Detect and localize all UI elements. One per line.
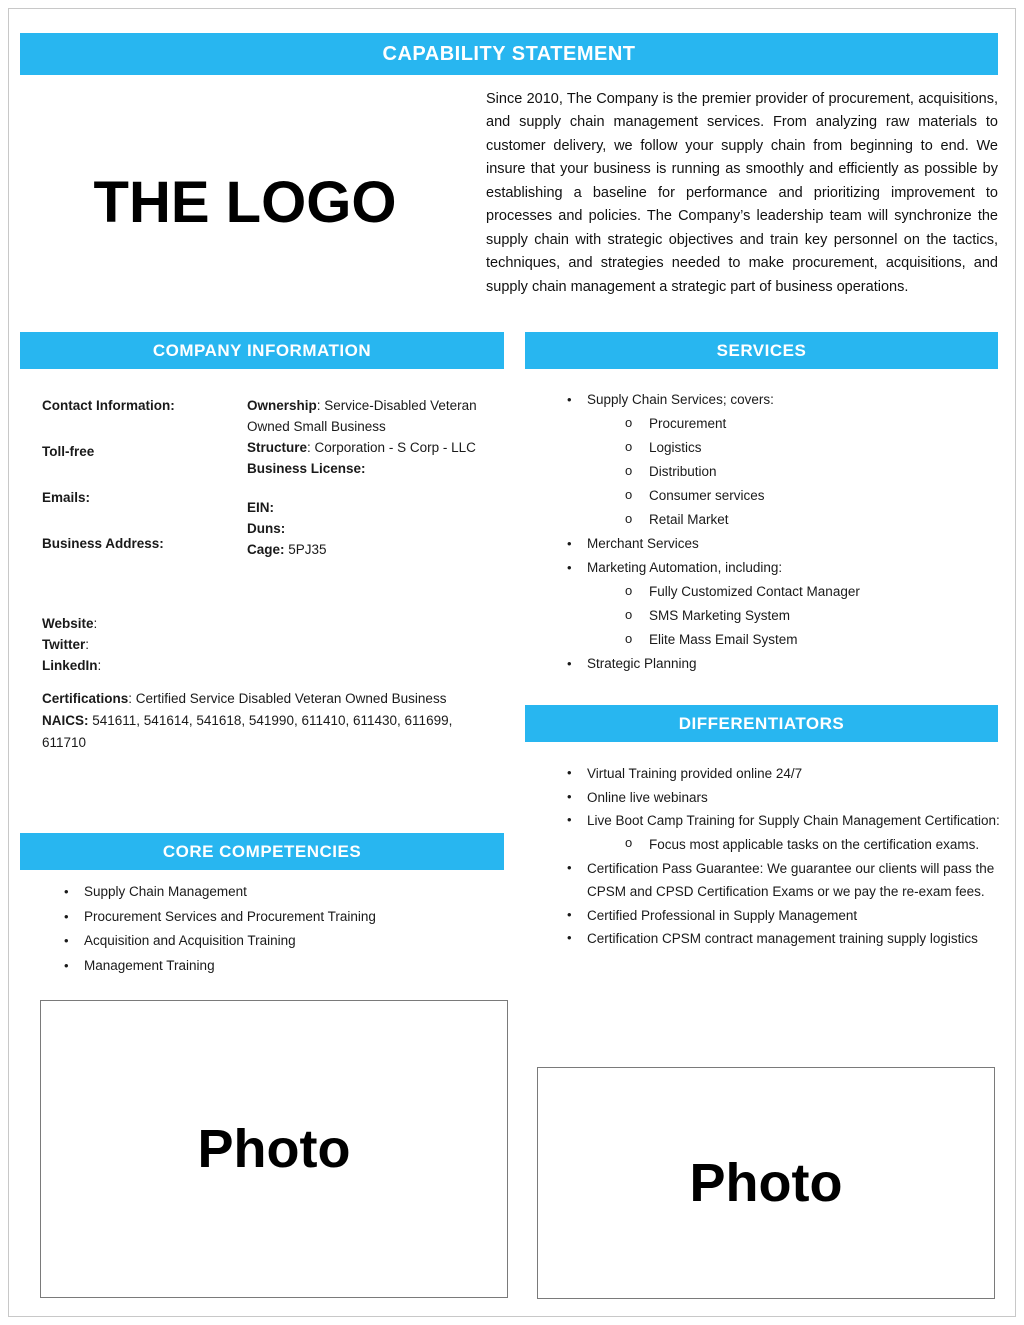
contact-labels-column — [42, 396, 247, 580]
bullet-icon: • — [64, 957, 69, 973]
services-heading-banner — [525, 332, 998, 369]
linkedin-label: LinkedIn — [42, 657, 98, 673]
cage-field — [247, 540, 487, 561]
list-item-label: Strategic Planning — [587, 656, 697, 672]
list-item-label: Fully Customized Contact Manager — [649, 584, 860, 600]
list-item-label: Management Training — [84, 957, 215, 973]
list-item — [587, 460, 1005, 484]
company-information-heading-banner — [20, 332, 504, 369]
list-item — [587, 604, 1005, 628]
list-item-label: Virtual Training provided online 24/7 — [587, 766, 803, 781]
list-item — [545, 762, 1007, 786]
page-title: CAPABILITY STATEMENT — [382, 42, 636, 65]
list-item — [545, 786, 1007, 810]
list-item — [587, 833, 1007, 857]
bullet-icon: • — [567, 536, 572, 552]
list-item-label: Certification CPSM contract management training supply logistics — [587, 931, 978, 947]
photo-placeholder-right — [537, 1067, 995, 1299]
circle-bullet-icon: o — [625, 487, 633, 503]
toll-free-label: Toll-free — [42, 443, 95, 459]
twitter-label: Twitter — [42, 636, 86, 652]
certifications-value: : Certified Service Disabled Veteran Owned Business — [128, 691, 447, 706]
spacer-row — [247, 480, 487, 498]
intro-paragraph: Since 2010, The Company is the premier provider of procurement, acquisitions, and supply chain management services. From analyzing raw materials to customer delivery, we follow your supply chain from beginning to end. We insure that your business is running as smoothly and efficiently as possible by establishing a baseline for performance and prioritizing improvement to processes and policies. The Company’s leadership team will synchronize the supply chain with strategic objectives and train key personnel on the tactics, techniques, and strategies needed to make procurement, acquisitions, and supply chain management a strategic part of business operations. — [486, 91, 998, 295]
marketing-automation-sublist — [587, 580, 1005, 652]
circle-bullet-icon: o — [625, 415, 633, 431]
circle-bullet-icon: o — [625, 511, 633, 527]
cage-label: Cage: — [247, 541, 285, 557]
bullet-icon: • — [64, 908, 69, 924]
business-license-label: Business License: — [247, 460, 366, 476]
naics-value: 541611, 541614, 541618, 541990, 611410, 611430, 611699, 611710 — [42, 712, 453, 750]
list-item-label: Certified Professional in Supply Management — [587, 907, 858, 923]
list-item — [587, 580, 1005, 604]
list-item-label: Procurement Services and Procurement Training — [84, 908, 376, 924]
website-row[interactable] — [42, 614, 512, 635]
photo-placeholder-left — [40, 1000, 508, 1298]
logo-placeholder — [20, 95, 470, 310]
list-item — [42, 929, 512, 954]
list-item — [545, 927, 1007, 951]
naics-row — [42, 710, 492, 754]
list-item-label: Procurement — [649, 416, 727, 432]
list-item — [545, 904, 1007, 928]
company-information-heading: COMPANY INFORMATION — [152, 340, 372, 360]
list-item-label: Retail Market — [649, 512, 729, 528]
list-item — [545, 857, 1007, 904]
ownership-label: Ownership — [247, 398, 317, 413]
list-item — [587, 508, 1005, 532]
logo-text: THE LOGO — [93, 170, 397, 235]
list-item — [42, 905, 512, 930]
bullet-icon: • — [567, 930, 572, 946]
list-item — [587, 412, 1005, 436]
differentiators-heading-banner — [525, 705, 998, 742]
list-item — [42, 954, 512, 979]
bullet-icon: • — [567, 859, 572, 875]
core-competencies-heading-banner — [20, 833, 504, 870]
list-item — [545, 388, 1005, 532]
certifications-row — [42, 688, 492, 710]
photo-placeholder-label: Photo — [689, 1153, 843, 1213]
services-sublist — [587, 412, 1005, 532]
services-heading: SERVICES — [716, 340, 807, 360]
structure-value: Corporation - S Corp - LLC — [314, 439, 476, 455]
list-item — [545, 556, 1005, 652]
website-sep: : — [93, 615, 98, 631]
list-item-label: Focus most applicable tasks on the certification exams. — [649, 836, 980, 852]
list-item — [587, 484, 1005, 508]
core-competencies-list — [42, 880, 512, 978]
company-information-body — [42, 396, 512, 676]
list-item-label: Elite Mass Email System — [649, 632, 798, 648]
bullet-icon: • — [64, 933, 69, 949]
list-item-label: Live Boot Camp Training for Supply Chain Management Certification: — [587, 813, 1000, 829]
capability-statement-title-banner — [20, 33, 998, 75]
differentiators-heading: DIFFERENTIATORS — [678, 713, 845, 733]
circle-bullet-icon: o — [625, 439, 633, 455]
linkedin-row[interactable] — [42, 656, 512, 677]
duns-label: Duns: — [247, 520, 286, 536]
cage-value: 5PJ35 — [288, 541, 327, 557]
bootcamp-sublist — [587, 833, 1007, 857]
bullet-icon: • — [567, 906, 572, 922]
ownership-sep: : — [316, 398, 325, 413]
list-item-label: Certification Pass Guarantee: We guarantee our clients will pass the CPSM and CPSD Certification Exams or we pay the re-exam fees. — [587, 860, 995, 900]
section-gap — [42, 580, 512, 614]
circle-bullet-icon: o — [625, 631, 633, 647]
bullet-icon: • — [567, 812, 572, 828]
list-item-label: Marketing Automation, including: — [587, 560, 783, 576]
ownership-value: Service-Disabled Veteran Owned Small Business — [247, 398, 477, 434]
list-item — [42, 880, 512, 905]
structure-field — [247, 438, 487, 459]
list-item-label: Online live webinars — [587, 789, 708, 805]
ownership-field — [247, 396, 487, 438]
differentiators-body — [545, 762, 1007, 951]
ein-label: EIN: — [247, 499, 274, 515]
list-item-label: Distribution — [649, 464, 717, 480]
list-item — [545, 809, 1007, 856]
circle-bullet-icon: o — [625, 583, 633, 599]
contact-information-label: Contact Information: — [42, 398, 175, 413]
certifications-label: Certifications — [42, 691, 129, 706]
website-label: Website — [42, 615, 94, 631]
company-details-column — [247, 396, 487, 580]
core-competencies-heading: CORE COMPETENCIES — [162, 841, 362, 861]
photo-placeholder-label: Photo — [197, 1119, 351, 1179]
bullet-icon: • — [567, 656, 572, 672]
list-item-label: Logistics — [649, 440, 702, 456]
list-item-label: Supply Chain Management — [84, 884, 247, 899]
business-address-label: Business Address: — [42, 535, 164, 551]
structure-label: Structure — [247, 439, 308, 455]
bullet-icon: • — [567, 788, 572, 804]
list-item-label: Acquisition and Acquisition Training — [84, 933, 296, 949]
list-item — [545, 532, 1005, 556]
twitter-row[interactable] — [42, 635, 512, 656]
services-list — [545, 388, 1005, 676]
core-competencies-body — [42, 880, 512, 978]
list-item-label: SMS Marketing System — [649, 608, 791, 624]
list-item — [545, 652, 1005, 676]
bullet-icon: • — [567, 392, 572, 407]
bullet-icon: • — [567, 765, 572, 780]
bullet-icon: • — [567, 560, 572, 576]
list-item-label: Merchant Services — [587, 536, 699, 552]
list-item — [587, 628, 1005, 652]
circle-bullet-icon: o — [625, 607, 633, 623]
list-item-label: Supply Chain Services; covers: — [587, 392, 774, 407]
emails-label: Emails: — [42, 489, 91, 505]
twitter-sep: : — [85, 636, 90, 652]
linkedin-sep: : — [97, 657, 102, 673]
differentiators-list — [545, 762, 1007, 951]
naics-label: NAICS: — [42, 712, 89, 728]
circle-bullet-icon: o — [625, 463, 633, 479]
list-item — [587, 436, 1005, 460]
list-item-label: Consumer services — [649, 488, 765, 504]
services-body — [545, 388, 1005, 676]
bullet-icon: • — [64, 884, 69, 899]
structure-sep: : — [307, 439, 315, 455]
circle-bullet-icon: o — [625, 834, 633, 850]
certifications-and-naics — [42, 688, 492, 754]
